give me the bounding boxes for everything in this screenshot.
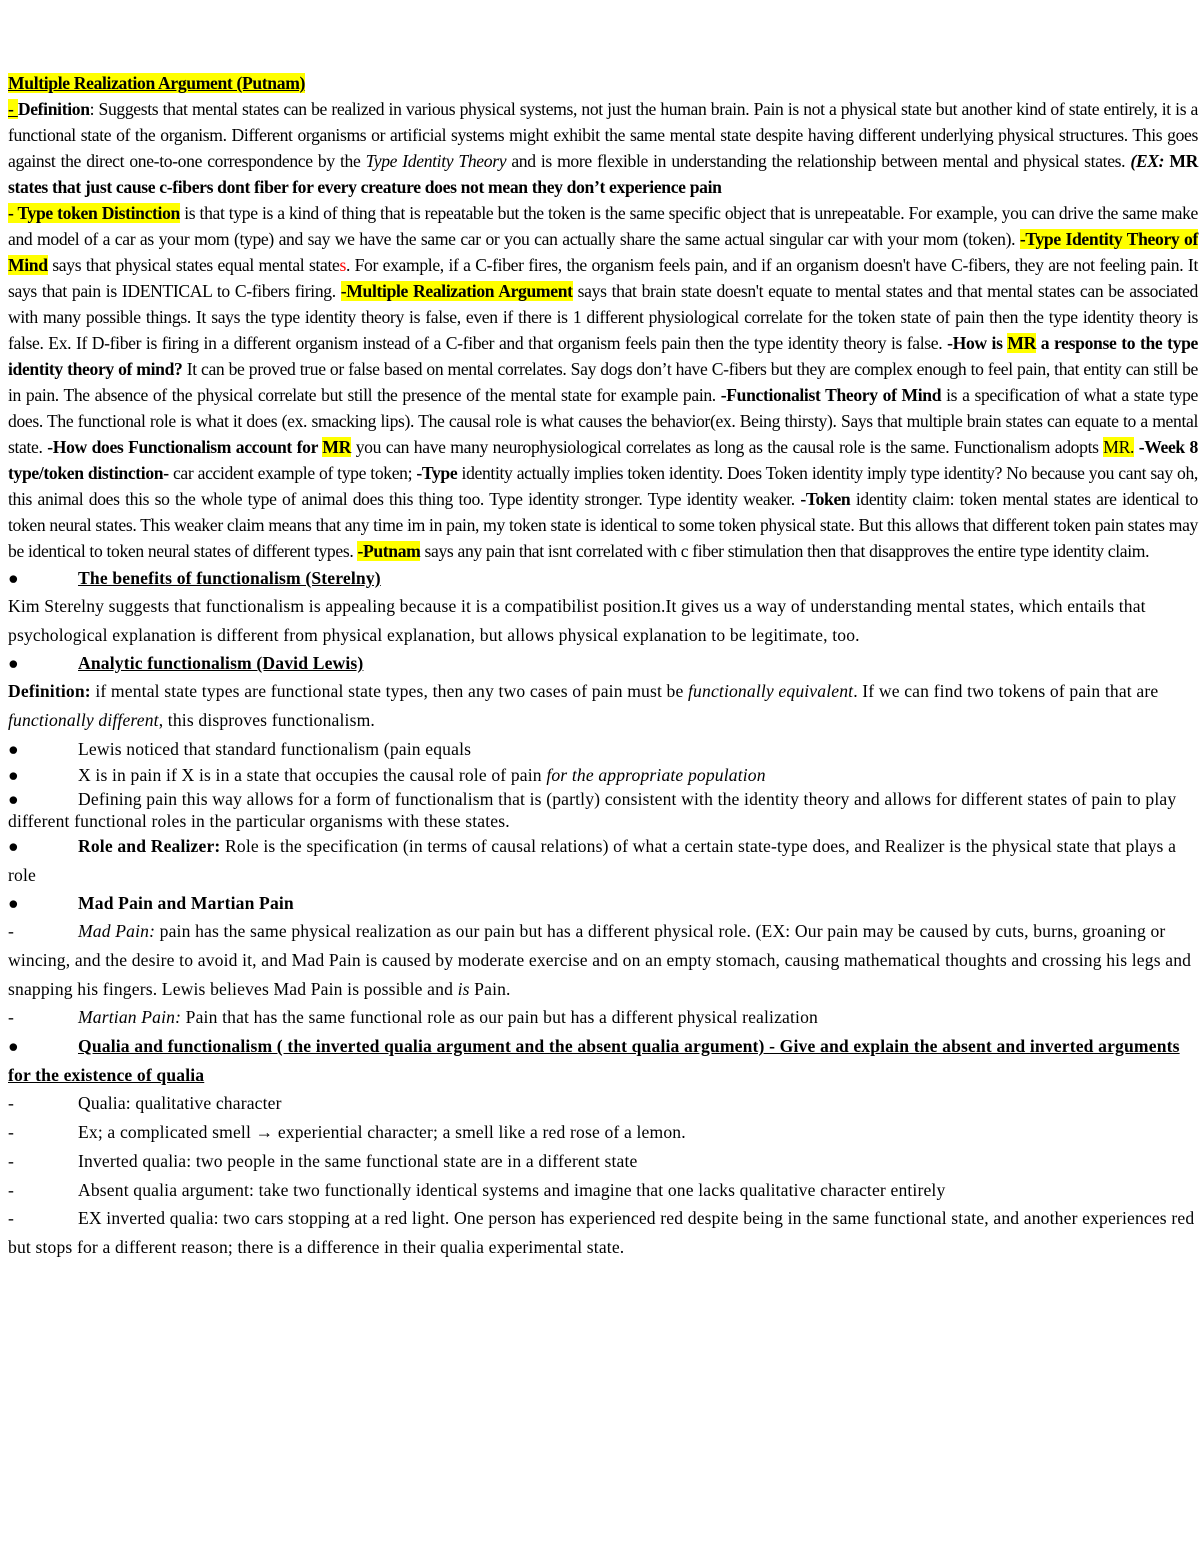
lewis-bullet-4 <box>8 832 1198 889</box>
hdf-label: -How does Functionalism account for <box>47 437 323 457</box>
tt-text: is that type is a kind of thing that is repeatable but the token is the same specific object that is unrepeatable. For example, you can drive the same make and model of a car as your mom (type) and say we have the same car or you can actually share the same actual singular car with your mom (token). <box>8 203 1198 249</box>
qualia-item-text: Absent qualia argument: take two functionally identical systems and imagine that one lacks qualitative character entirely <box>78 1179 946 1200</box>
dash-icon: - <box>8 1208 15 1229</box>
ftm-text: is a specification of what a state type does. The functional role is what it does (ex. smacking lips). The causal role is what causes the behavior(ex. Being thirsty). Says that multiple brain states can equate to a mental state. <box>8 385 1199 457</box>
bullet-icon: ● <box>8 893 19 914</box>
ftm-label: -Functionalist Theory of Mind <box>720 385 942 405</box>
bullet-icon: ● <box>8 653 19 674</box>
mad-is: is <box>457 978 470 999</box>
mr-ex-text: MR states that just cause c-fibers dont fiber for every creature does not mean they don’t experience pain <box>8 151 1198 197</box>
qualia-item-3 <box>8 1176 1198 1205</box>
tt-label: - Type token Distinction <box>8 203 180 223</box>
mr-type-identity-italic: Type Identity Theory <box>365 151 507 171</box>
lewis-bullet-1 <box>8 735 1198 763</box>
qualia-item-0 <box>8 1089 1198 1118</box>
mad-label: Mad Pain: <box>78 921 156 942</box>
tit-red: s <box>339 255 346 275</box>
hdf-mr2: MR. <box>1103 437 1135 457</box>
dash-icon: - <box>8 1179 15 1200</box>
sterelny-section <box>8 564 1198 649</box>
dash-icon: - <box>8 921 15 942</box>
mad-section <box>8 889 1198 1032</box>
bullet-icon: ● <box>8 764 19 785</box>
how-mr: MR <box>1007 333 1036 353</box>
lewis-title: Analytic functionalism (David Lewis) <box>78 653 364 674</box>
mad-pain-item <box>8 917 1198 1003</box>
lewis-b4-text: Role is the specification (in terms of causal relations) of what a certain state-type does, and Realizer is the physical state that plays a role <box>8 835 1177 885</box>
putnam-text: says any pain that isnt correlated with c fiber stimulation then that disapproves the entire type identity claim. <box>420 541 1150 561</box>
lewis-def-text2: . If we can find two tokens of pain that are <box>853 681 1159 702</box>
mr-section <box>8 70 1198 564</box>
bullet-icon: ● <box>8 788 19 809</box>
lewis-heading <box>8 649 1198 677</box>
qualia-item-2 <box>8 1147 1198 1176</box>
lewis-def-text: if mental state types are functional state types, then any two cases of pain must be <box>90 681 689 702</box>
qualia-item-4 <box>8 1204 1198 1261</box>
how-label2: a response to the type identity theory of mind? <box>8 333 1198 379</box>
mad-heading <box>8 889 1198 917</box>
w8-label: -Week 8 type/token distinction- <box>8 437 1198 483</box>
bullet-icon: ● <box>8 835 19 856</box>
qualia-title: Qualia and functionalism ( the inverted qualia argument and the absent qualia argument) - Give and explain the absent and inverted arguments for the existence of qualia <box>8 1036 1180 1085</box>
lewis-def-label: Definition: <box>8 681 91 702</box>
bullet-icon: ● <box>8 568 19 588</box>
mr-body <box>8 96 1198 564</box>
dash-icon: - <box>8 1093 15 1114</box>
dash-icon: - <box>8 1007 15 1028</box>
tit-label: -Type Identity Theory of Mind <box>8 229 1199 275</box>
lewis-def-text3: , this disproves functionalism. <box>158 710 375 731</box>
how-label1: -How is <box>947 333 1008 353</box>
qualia-item-text: EX inverted qualia: two cars stopping at a red light. One person has experienced red despite being in the same functional state, and another experiences red but stops for a different reason; there is a difference in their qualia experimental state. <box>8 1208 1195 1257</box>
mr-ex-label: (EX: <box>1130 151 1165 171</box>
sterelny-heading <box>8 564 1198 592</box>
tit-text2: . For example, if a C-fiber fires, the organism feels pain, and if an organism doesn't have C-fibers, they are not feeling pain. It says that pain is IDENTICAL to C-fibers firing. <box>8 255 1198 301</box>
qualia-heading <box>8 1032 1198 1089</box>
token-text: identity claim: token mental states are identical to token neural states. This weaker claim means that any time im in pain, my token state is identical to some token physical state. But this allows that different token pain states may be identical to token neural states of different types. <box>8 489 1198 561</box>
mr-def-dash: - <box>8 99 18 119</box>
type-text: identity actually implies token identity. Does Token identity imply type identity? No because you cant say oh, this animal does this so the whole type of animal does this thing too. Type identity stronger. Type identity weaker. <box>8 463 1198 509</box>
mad-text: pain has the same physical realization as our pain but has a different physical role. (EX: Our pain may be caused by cuts, burns, groaning or wincing, and the desire to avoid it, and Mad Pain is caused by moderate exercise and on an empty stomach, causing mathematical thoughts and crossing his legs and snapping his fingers. Lewis believes Mad Pain is possible and <box>8 921 1192 999</box>
dash-icon: - <box>8 1122 15 1143</box>
dash-icon: - <box>8 1150 15 1171</box>
lewis-b2-italic: for the appropriate population <box>546 764 766 785</box>
token-label: -Token <box>800 489 851 509</box>
lewis-definition <box>8 677 1198 734</box>
mad-title: Mad Pain and Martian Pain <box>78 893 294 914</box>
lewis-b2-text: X is in pain if X is in a state that occupies the causal role of pain <box>78 764 547 785</box>
lewis-def-italic1: functionally equivalent <box>688 681 854 702</box>
lewis-bullet-2 <box>8 763 1198 788</box>
qualia-item-text: Qualia: qualitative character <box>78 1093 282 1114</box>
lewis-b1: Lewis noticed that standard functionalism (pain equals <box>78 738 472 759</box>
martian-label: Martian Pain: <box>78 1007 182 1028</box>
mra-text: says that brain state doesn't equate to mental states and that mental states can be associated with many possible things. It says the type identity theory is false, even if there is 1 different physiological correlate for the token state of pain then the type identity theory is false. Ex. If D-fiber is firing in a different organism instead of a C-fiber and that organism feels pain then the type identity theory is false. <box>8 281 1199 353</box>
bullet-icon: ● <box>8 738 19 759</box>
mra-label: -Multiple Realization Argument <box>340 281 573 301</box>
hdf-mr: MR <box>322 437 352 457</box>
putnam-label: -Putnam <box>357 541 421 561</box>
mr-def-text2: and is more flexible in understanding the relationship between mental and physical states. <box>506 151 1131 171</box>
lewis-bullet-3 <box>8 788 1198 832</box>
qualia-item-text: Inverted qualia: two people in the same functional state are in a different state <box>78 1150 638 1171</box>
qualia-item-1 <box>8 1118 1198 1147</box>
sterelny-text: Kim Sterelny suggests that functionalism is appealing because it is a compatibilist position.It gives us a way of understanding mental states, which entails that psychological explanation is different from physical explanation, but allows physical explanation to be legitimate, too. <box>8 596 1146 645</box>
mad-text2: Pain. <box>469 978 511 999</box>
lewis-def-italic2: functionally different <box>8 710 159 731</box>
lewis-b4-label: Role and Realizer: <box>78 835 221 856</box>
qualia-item-text: Ex; a complicated smell → experiential character; a smell like a red rose of a lemon. <box>78 1122 686 1143</box>
lewis-b3: Defining pain this way allows for a form of functionalism that is (partly) consistent with the identity theory and allows for different states of pain to play different functional roles in the particular organisms with these states. <box>8 788 1177 831</box>
sterelny-title: The benefits of functionalism (Sterelny) <box>78 568 381 588</box>
martian-pain-item <box>8 1003 1198 1032</box>
how-text: It can be proved true or false based on mental correlates. Say dogs don’t have C-fibers but they are complex enough to feel pain, that entity can still be in pain. The absence of the physical correlate but still the presence of the mental state for example pain. <box>8 359 1198 405</box>
martian-text: Pain that has the same functional role as our pain but has a different physical realization <box>181 1007 818 1028</box>
mr-title: Multiple Realization Argument (Putnam) <box>8 73 306 93</box>
mr-title-line <box>8 70 1198 96</box>
w8-text: car accident example of type token; <box>168 463 417 483</box>
bullet-icon: ● <box>8 1036 19 1057</box>
mr-def-text: : Suggests that mental states can be realized in various physical systems, not just the human brain. Pain is not a physical state but another kind of state entirely, it is a functional state of the organism. Different organisms or artificial systems might exhibit the same mental state despite having different underlying physical structures. This goes against the direct one-to-one correspondence by the <box>8 99 1198 171</box>
type-label: -Type <box>416 463 458 483</box>
document-page <box>8 70 1198 1262</box>
qualia-section <box>8 1032 1198 1262</box>
hdf-text: you can have many neurophysiological correlates as long as the causal role is the same. Functionalism adopts <box>351 437 1104 457</box>
mr-def-label: Definition <box>17 99 90 119</box>
tit-text: says that physical states equal mental state <box>47 255 340 275</box>
lewis-section <box>8 649 1198 889</box>
